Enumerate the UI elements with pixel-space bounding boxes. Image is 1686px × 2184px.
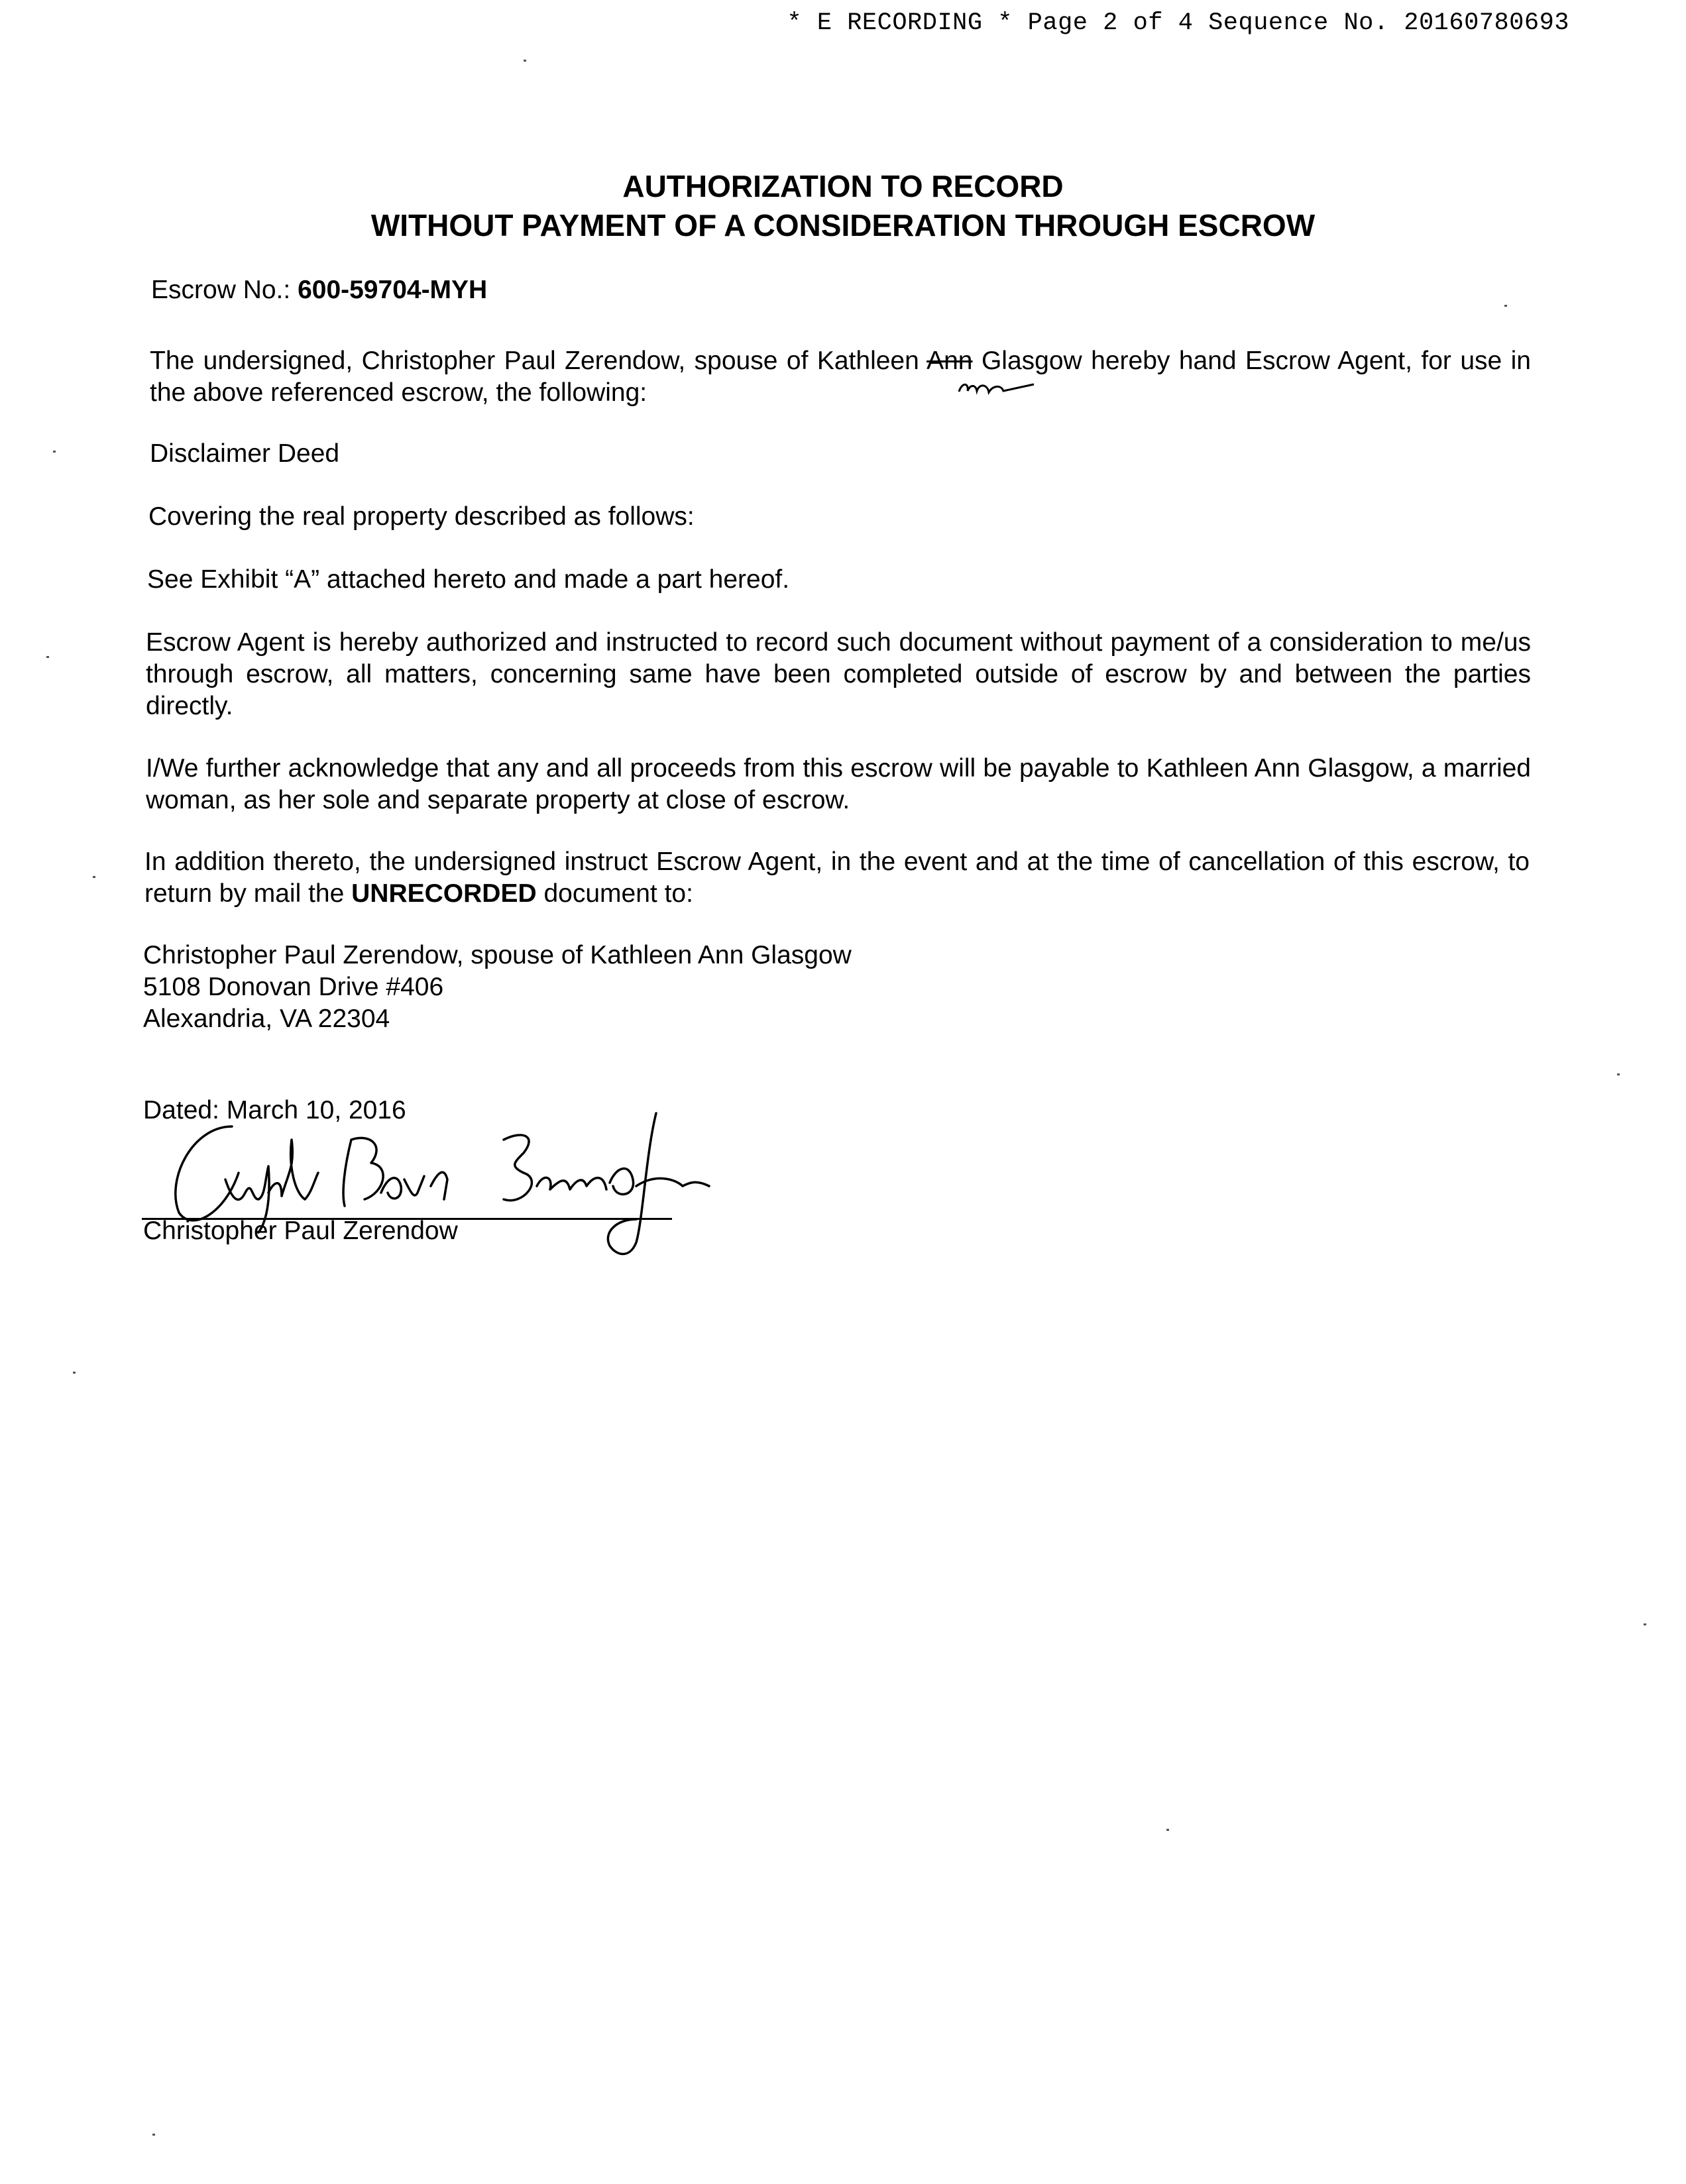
scan-speck bbox=[53, 451, 56, 453]
scan-speck bbox=[1504, 305, 1507, 307]
scan-speck bbox=[73, 1372, 76, 1374]
intro-text-end: Glasgow hereby hand Escrow Agent, for use in the above referenced escrow, the following: bbox=[150, 347, 1531, 407]
return-address-street: 5108 Donovan Drive #406 bbox=[143, 973, 444, 1001]
cancellation-text-end: document to: bbox=[536, 879, 693, 908]
printed-signer-name: Christopher Paul Zerendow bbox=[143, 1217, 458, 1245]
scan-speck bbox=[1617, 1073, 1620, 1075]
scan-speck bbox=[93, 876, 95, 878]
cancellation-text-start: In addition thereto, the undersigned instruct Escrow Agent, in the event and at the time of cancellation of this escrow, to return by mail the bbox=[144, 847, 1530, 908]
escrow-number-line bbox=[151, 274, 487, 306]
acknowledgement-paragraph: I/We further acknowledge that any and all proceeds from this escrow will be payable to Kathleen Ann Glasgow, a married woman, as her sole and separate property at close of escrow. bbox=[146, 754, 1531, 814]
struck-word: Ann bbox=[927, 347, 973, 375]
covering-statement: Covering the real property described as follows: bbox=[148, 502, 695, 531]
scan-speck bbox=[46, 656, 49, 658]
recording-header: * E RECORDING * Page 2 of 4 Sequence No. 20160780693 bbox=[787, 9, 1569, 37]
intro-paragraph bbox=[150, 345, 1531, 409]
escrow-label: Escrow No.: bbox=[151, 276, 291, 304]
authorization-paragraph: Escrow Agent is hereby authorized and instructed to record such document without payment of a consideration to me/us through escrow, all matters, concerning same have been completed outside of escrow by and between the parties directly. bbox=[146, 628, 1531, 720]
escrow-number: 600-59704-MYH bbox=[298, 276, 488, 304]
exhibit-reference: See Exhibit “A” attached hereto and made a part hereof. bbox=[147, 565, 790, 594]
intro-text-start: The undersigned, Christopher Paul Zerendow, spouse of Kathleen bbox=[150, 347, 927, 375]
scan-speck bbox=[524, 60, 526, 62]
cancellation-paragraph bbox=[144, 846, 1530, 910]
handwritten-correction-mark bbox=[956, 375, 1042, 402]
document-type: Disclaimer Deed bbox=[150, 439, 340, 468]
scan-speck bbox=[1166, 1829, 1169, 1831]
dated-value: March 10, 2016 bbox=[226, 1096, 406, 1124]
document-subtitle: WITHOUT PAYMENT OF A CONSIDERATION THROUGH ESCROW bbox=[370, 208, 1316, 243]
document-title: AUTHORIZATION TO RECORD bbox=[622, 169, 1064, 203]
unrecorded-word: UNRECORDED bbox=[351, 879, 537, 908]
return-address-city: Alexandria, VA 22304 bbox=[143, 1005, 390, 1033]
return-address-name: Christopher Paul Zerendow, spouse of Kathleen Ann Glasgow bbox=[143, 941, 852, 969]
scan-speck bbox=[1644, 1623, 1646, 1625]
scan-speck bbox=[152, 2134, 155, 2136]
dated-label: Dated: bbox=[143, 1096, 219, 1124]
